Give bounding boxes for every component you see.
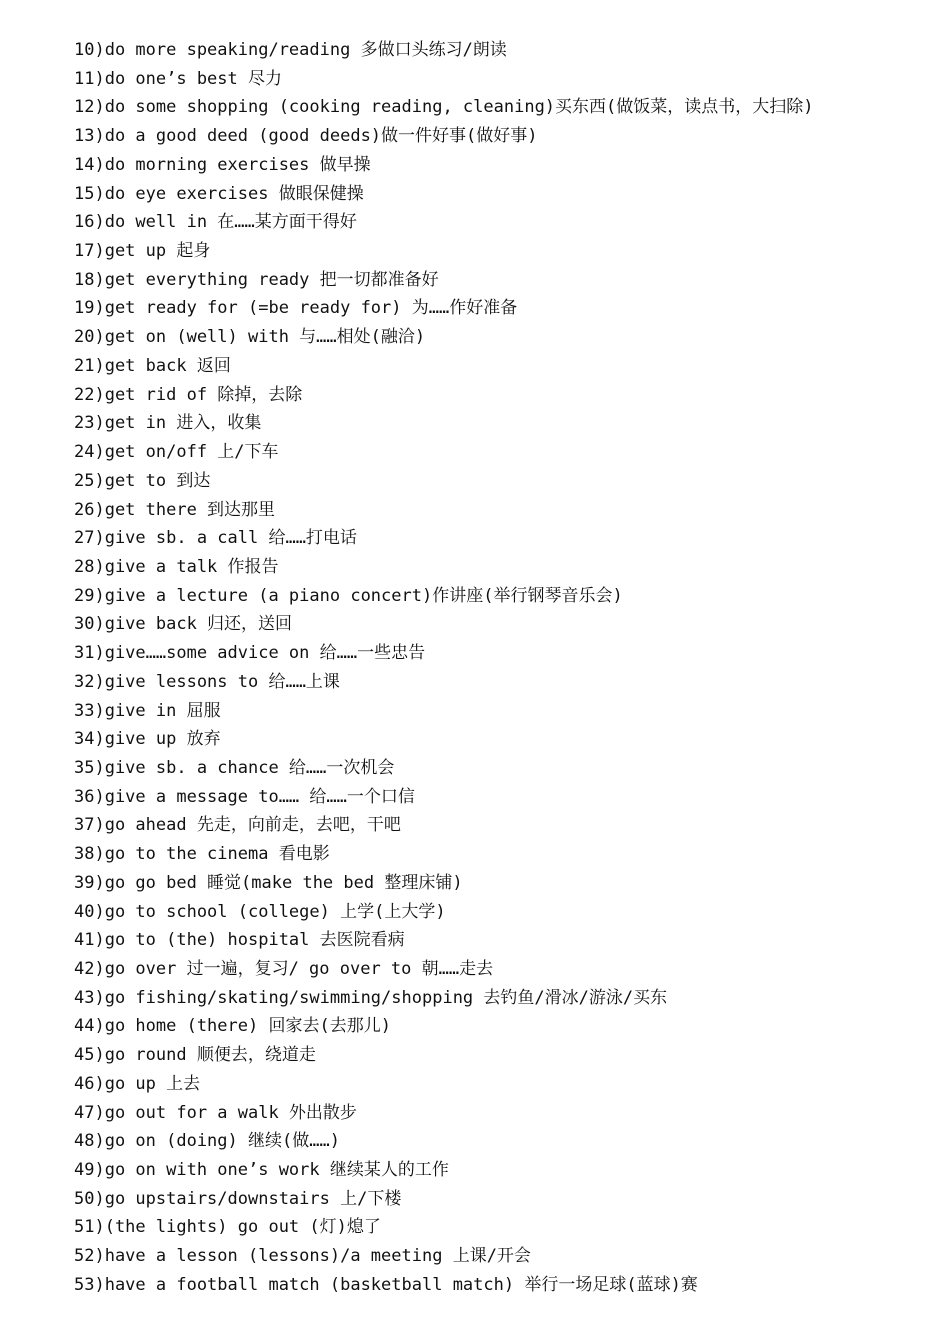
phrase-line-35: 35)give sb. a chance 给……一次机会 [74, 757, 395, 778]
phrase-line-49: 49)go on with one’s work 继续某人的工作 [74, 1160, 449, 1181]
phrase-list [74, 36, 934, 1300]
phrase-line-14: 14)do morning exercises 做早操 [74, 154, 371, 175]
phrase-line-21: 21)get back 返回 [74, 355, 231, 376]
phrase-line-39: 39)go go bed 睡觉(make the bed 整理床铺) [74, 872, 463, 893]
phrase-line-53: 53)have a football match (basketball match) 举行一场足球(蓝球)赛 [74, 1274, 698, 1295]
phrase-line-28: 28)give a talk 作报告 [74, 556, 279, 577]
phrase-line-25: 25)get to 到达 [74, 470, 211, 491]
phrase-line-31: 31)give……some advice on 给……一些忠告 [74, 643, 426, 664]
phrase-line-12: 12)do some shopping (cooking reading, cleaning)买东西(做饭菜，读点书，大扫除) [74, 97, 814, 118]
phrase-line-17: 17)get up 起身 [74, 241, 211, 262]
phrase-line-27: 27)give sb. a call 给……打电话 [74, 528, 357, 549]
phrase-line-48: 48)go on (doing) 继续(做……) [74, 1131, 340, 1152]
phrase-line-34: 34)give up 放弃 [74, 729, 221, 750]
phrase-line-20: 20)get on (well) with 与……相处(融洽) [74, 327, 426, 348]
phrase-line-30: 30)give back 归还，送回 [74, 614, 293, 635]
phrase-line-26: 26)get there 到达那里 [74, 499, 276, 520]
phrase-line-16: 16)do well in 在……某方面干得好 [74, 212, 357, 233]
phrase-line-11: 11)do one’s best 尽力 [74, 68, 282, 89]
phrase-line-19: 19)get ready for (=be ready for) 为……作好准备 [74, 298, 518, 319]
phrase-line-50: 50)go upstairs/downstairs 上/下楼 [74, 1188, 402, 1209]
phrase-line-37: 37)go ahead 先走，向前走，去吧，干吧 [74, 815, 401, 836]
phrase-line-43: 43)go fishing/skating/swimming/shopping 去钓鱼/滑冰/游泳/买东 [74, 987, 668, 1008]
phrase-line-18: 18)get everything ready 把一切都准备好 [74, 269, 439, 290]
phrase-line-51: 51)(the lights) go out (灯)熄了 [74, 1217, 381, 1238]
phrase-line-10: 10)do more speaking/reading 多做口头练习/朗读 [74, 40, 507, 60]
phrase-line-45: 45)go round 顺便去，绕道走 [74, 1045, 316, 1066]
phrase-line-22: 22)get rid of 除掉，去除 [74, 384, 303, 405]
phrase-line-36: 36)give a message to…… 给……一个口信 [74, 786, 415, 807]
phrase-line-15: 15)do eye exercises 做眼保健操 [74, 183, 364, 204]
phrase-line-24: 24)get on/off 上/下车 [74, 442, 279, 463]
phrase-line-13: 13)do a good deed (good deeds)做一件好事(做好事) [74, 126, 538, 147]
phrase-line-44: 44)go home (there) 回家去(去那儿) [74, 1016, 391, 1037]
phrase-line-32: 32)give lessons to 给……上课 [74, 671, 340, 692]
phrase-line-47: 47)go out for a walk 外出散步 [74, 1102, 357, 1123]
phrase-line-40: 40)go to school (college) 上学(上大学) [74, 901, 446, 922]
phrase-line-46: 46)go up 上去 [74, 1073, 201, 1094]
phrase-line-33: 33)give in 屈服 [74, 700, 221, 721]
phrase-line-42: 42)go over 过一遍，复习/ go over to 朝……走去 [74, 959, 494, 979]
phrase-line-23: 23)get in 进入，收集 [74, 413, 262, 434]
phrase-line-52: 52)have a lesson (lessons)/a meeting 上课/开会 [74, 1246, 531, 1267]
phrase-line-29: 29)give a lecture (a piano concert)作讲座(举行钢琴音乐会) [74, 585, 623, 606]
phrase-line-41: 41)go to (the) hospital 去医院看病 [74, 930, 405, 951]
phrase-line-38: 38)go to the cinema 看电影 [74, 844, 330, 865]
